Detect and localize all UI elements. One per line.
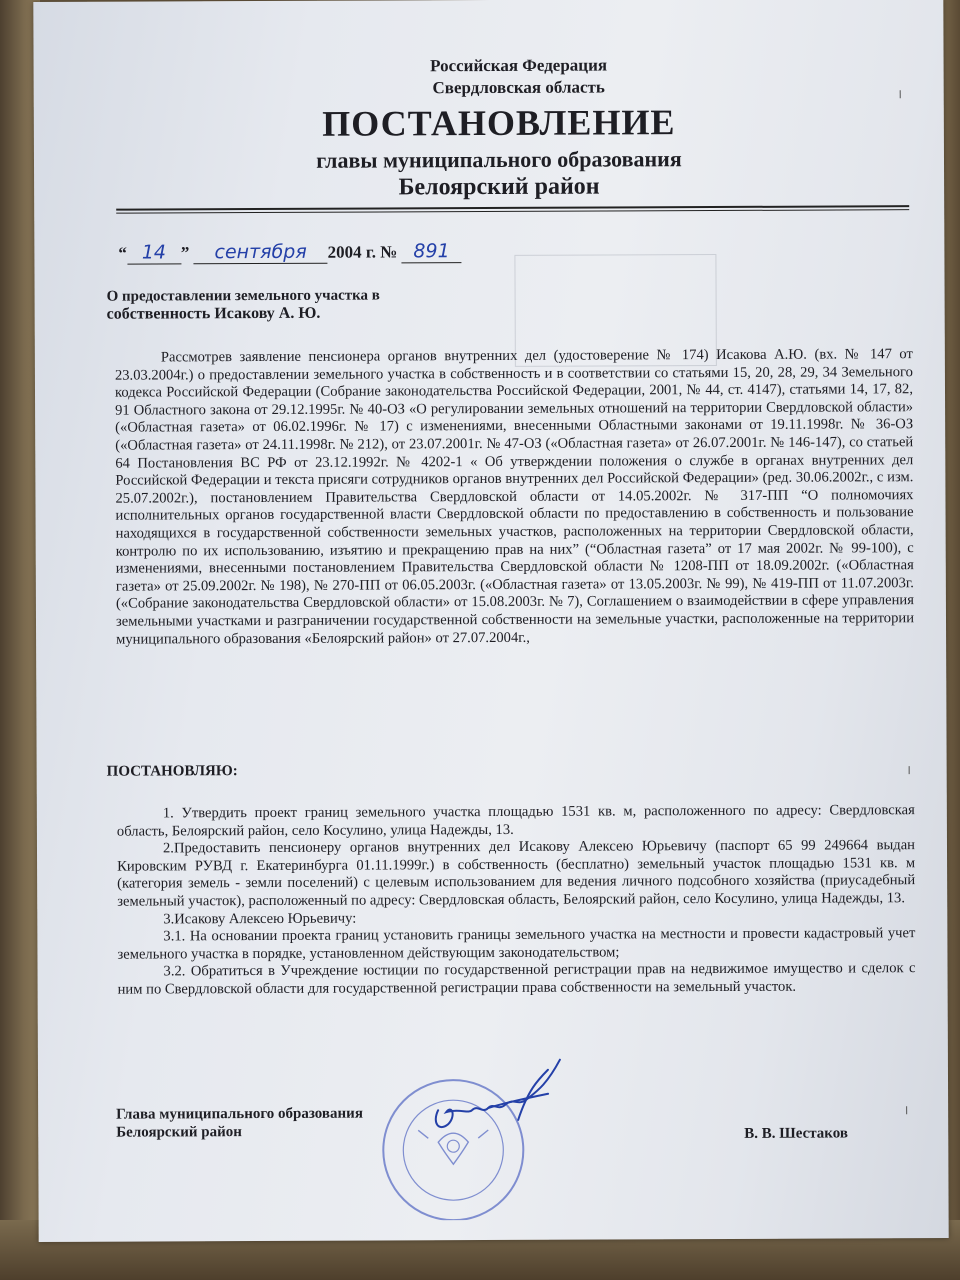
signatory-name: В. В. Шестаков bbox=[744, 1125, 848, 1142]
margin-mark bbox=[900, 90, 901, 98]
document-subject bbox=[107, 286, 380, 323]
subject-line-2: собственность Исакову А. Ю. bbox=[106, 304, 321, 323]
signatory-position bbox=[116, 1105, 363, 1142]
margin-mark bbox=[906, 1106, 907, 1114]
item-3-2: 3.2. Обратиться в Учреждение юстиции по государственной регистрации прав на недвижимое имущество и сделок с ним по Свердловской области для государственной регистрации права собственности на земельный участок. bbox=[117, 960, 916, 998]
document-title: ПОСТАНОВЛЕНИЕ bbox=[322, 102, 676, 144]
decree-word: ПОСТАНОВЛЯЮ: bbox=[106, 763, 238, 780]
signatory-position-line-1: Глава муниципального образования bbox=[116, 1105, 363, 1123]
header-region: Свердловская область bbox=[432, 77, 605, 98]
signature-scribble-icon bbox=[436, 1060, 561, 1127]
item-3-1: 3.1. На основании проекта границ установить границы земельного участка на местности и провести кадастровый учет земельного участка в порядке, установленном действующим законодательством; bbox=[117, 925, 916, 963]
item-1: 1. Утвердить проект границ земельного участка площадью 1531 кв. м, расположенного по адресу: Свердловская область, Белоярский район, село Косулино, улица Надежды, 13. bbox=[116, 802, 915, 840]
official-seal-and-signature bbox=[358, 1050, 589, 1221]
date-year-label: 2004 г. № bbox=[327, 242, 398, 262]
handwritten-month: сентября bbox=[194, 241, 328, 265]
subject-line-1: О предоставлении земельного участка в bbox=[106, 287, 380, 305]
seal-icon bbox=[383, 1080, 524, 1221]
item-3: 3.Исакову Алексею Юрьевичу: bbox=[163, 910, 357, 927]
item-2: 2.Предоставить пенсионеру органов внутренних дел Исакову Алексею Юрьевичу (паспорт 65 99 249664 выдан Кировским РУВД г. Екатеринбурга 01.11.1999г.) в собственность (бесплатно) земельный участок площадью 1531 кв. м (категория земель - земли поселений) с целевым использованием для ведения личного подсобного хозяйства (приусадебный земельный участок), расположенный по адресу: Свердловская область, Белоярский район, село Косулино, улица Надежды, 13. bbox=[117, 837, 916, 910]
margin-mark bbox=[909, 766, 910, 774]
date-close-quote: ” bbox=[180, 243, 190, 263]
document-sheet bbox=[33, 0, 948, 1242]
date-open-quote: “ bbox=[118, 243, 127, 263]
decree-items bbox=[117, 802, 916, 999]
preamble-paragraph: Рассмотрев заявление пенсионера органов внутренних дел (удостоверение № 174) Исакова А.Ю. (вх. № 147 от 23.03.2004г.) о предоставлении земельного участка в собственность и в соответствии со статьями 15, 20, 28, 29, 34 Земельного кодекса Российской Федерации (Собрание законодательства Российской Федерации, 2001, № 44, ст. 4147), статьями 14, 17, 82, 91 Областного закона от 29.12.1995г. № 40-ОЗ «О регулировании земельных отношений на территории Свердловской области» («Областная газета» от 06.02.1996г. № 17) с изменениями, внесенными Областными законами от 19.11.1998г. № 36-ОЗ («Областная газета» от 24.11.1998г. № 212), от 23.07.2001г. № 47-ОЗ («Областная газета» от 26.07.2001г. № 146-147), со статьей 64 Постановления ВС РФ от 23.12.1992г. № 4202-1 « Об утверждении положения о службе в органах внутренних дел Российской Федерации и текста присяги сотрудников органов внутренних дел Российской Федерации» (ред. 30.06.2002г., с изм. 25.07.2002г.), постановлением Правительства Свердловской области от 14.05.2002г. № 317-ПП “О полномочиях исполнительных органов государственной власти Свердловской области по предоставлению в собственность и пользование находящихся в государственной собственности земельных участков, расположенных на территории Свердловской области, контролю по их использованию, изъятию и прекращению прав на них” (“Областная газета” от 17 мая 2002г. № 99-100), с изменениями, внесенными постановлением Правительства Свердловской области № 1208-ПП от 18.09.2002г. («Областная газета» от 25.09.2002г. № 198), № 270-ПП от 06.05.2003г. («Областная газета» от 13.05.2003г. № 99), № 419-ПП от 11.07.2003г. («Собрание законодательства Свердловской области» от 15.08.2003г. № 7), Соглашением о взаимодействии в сфере управления земельными участками и разграничении государственной собственности на земельные участки, расположенные на территории муниципального образования «Белоярский район» от 27.07.2004г., bbox=[114, 346, 915, 648]
issuer-line-1: главы муниципального образования bbox=[316, 146, 682, 173]
handwritten-number: 891 bbox=[401, 240, 461, 263]
handwritten-day: 14 bbox=[127, 241, 181, 264]
preamble bbox=[115, 346, 914, 649]
issuer-line-2: Белоярский район bbox=[398, 173, 600, 201]
header-country: Российская Федерация bbox=[430, 55, 608, 76]
date-number-line bbox=[118, 240, 461, 264]
signatory-position-line-2: Белоярский район bbox=[116, 1124, 242, 1141]
